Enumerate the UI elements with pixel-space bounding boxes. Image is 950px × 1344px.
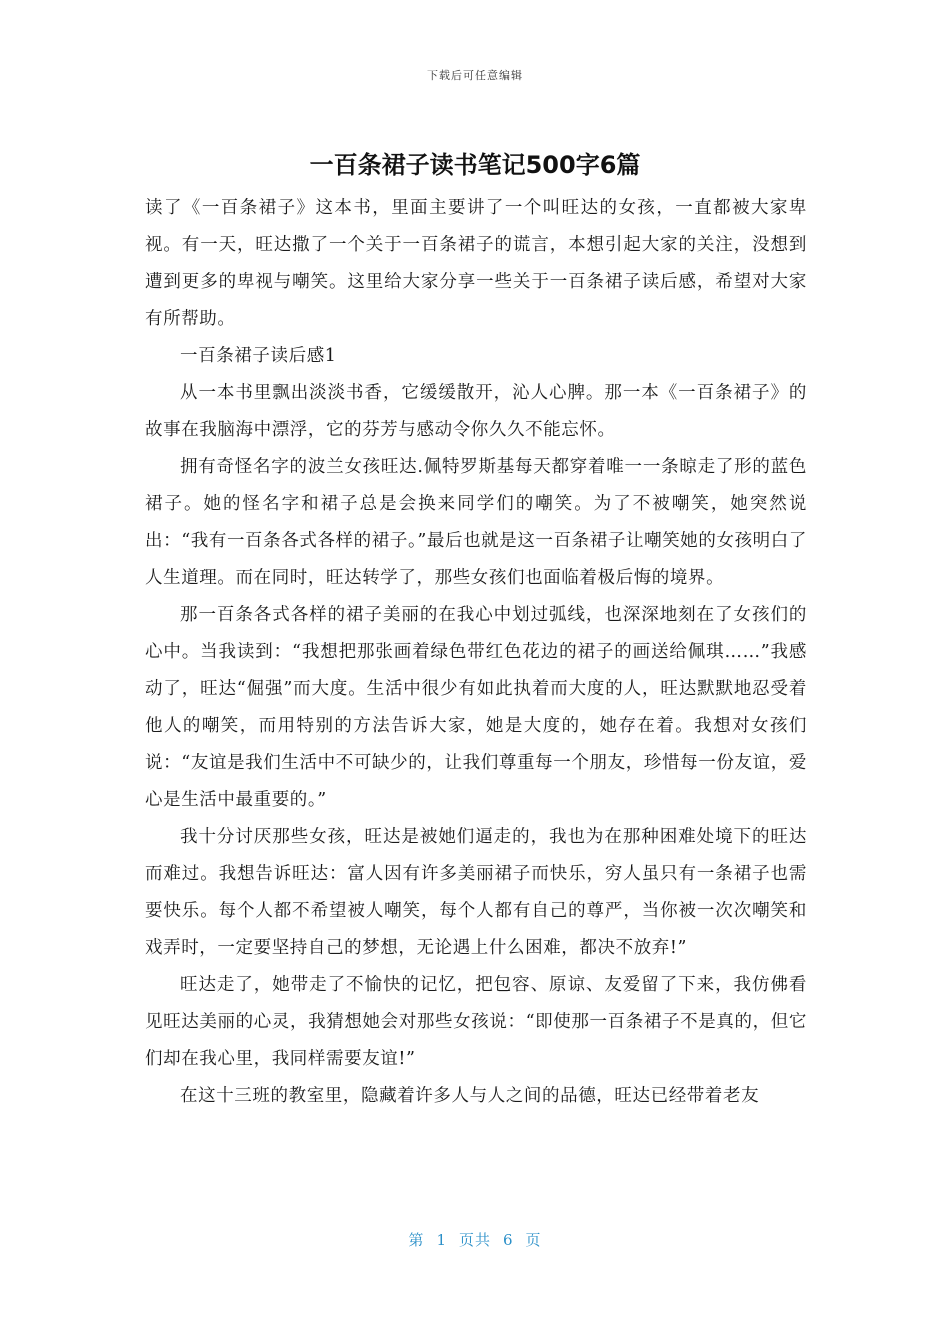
body-paragraph: 从一本书里飘出淡淡书香，它缓缓散开，沁人心脾。那一本《一百条裙子》的故事在我脑海中漂浮，它的芬芳与感动令你久久不能忘怀。 <box>145 383 807 440</box>
body-paragraph: 那一百条各式各样的裙子美丽的在我心中划过弧线，也深深地刻在了女孩们的心中。当我读到：“我想把那张画着绿色带红色花边的裙子的画送给佩琪……”我感动了，旺达“倔强”而大度。生活中很少有如此执着而大度的人，旺达默默地忍受着他人的嘲笑，而用特别的方法告诉大家，她是大度的，她存在着。我想对女孩们说：“友谊是我们生活中不可缺少的，让我们尊重每一个朋友，珍惜每一份友谊，爱心是生活中最重要的。” <box>145 605 807 810</box>
current-page-number: 1 <box>436 1231 447 1249</box>
intro-paragraph: 读了《一百条裙子》这本书，里面主要讲了一个叫旺达的女孩，一直都被大家卑视。有一天，旺达撒了一个关于一百条裙子的谎言，本想引起大家的关注，没想到遭到更多的卑视与嘲笑。这里给大家分享一些关于一百条裙子读后感，希望对大家有所帮助。 <box>145 198 807 329</box>
header-note: 下载后可任意编辑 <box>427 69 523 82</box>
total-pages-number: 6 <box>503 1231 514 1249</box>
page-footer <box>0 1229 950 1250</box>
body-paragraph: 旺达走了，她带走了不愉快的记忆，把包容、原谅、友爱留了下来，我仿佛看见旺达美丽的心灵，我猜想她会对那些女孩说：“即使那一百条裙子不是真的，但它们却在我心里，我同样需要友谊!” <box>145 975 807 1069</box>
page-label-prefix: 第 <box>408 1231 425 1249</box>
body-paragraph: 我十分讨厌那些女孩，旺达是被她们逼走的，我也为在那种困难处境下的旺达而难过。我想告诉旺达：富人因有许多美丽裙子而快乐，穷人虽只有一条裙子也需要快乐。每个人都不希望被人嘲笑，每个人都有自己的尊严，当你被一次次嘲笑和戏弄时，一定要坚持自己的梦想，无论遇上什么困难，都决不放弃!” <box>145 827 807 958</box>
section-heading: 一百条裙子读后感1 <box>180 346 337 366</box>
body-paragraph: 在这十三班的教室里，隐藏着许多人与人之间的品德，旺达已经带着老友 <box>180 1086 760 1106</box>
body-paragraph: 拥有奇怪名字的波兰女孩旺达.佩特罗斯基每天都穿着唯一一条晾走了形的蓝色裙子。她的怪名字和裙子总是会换来同学们的嘲笑。为了不被嘲笑，她突然说出：“我有一百条各式各样的裙子。”最后也就是这一百条裙子让嘲笑她的女孩明白了人生道理。而在同时，旺达转学了，那些女孩们也面临着极后悔的境界。 <box>145 457 807 588</box>
document-title: 一百条裙子读书笔记500字6篇 <box>309 151 641 179</box>
document-body <box>145 190 807 1115</box>
page-label-suffix: 页 <box>525 1231 542 1249</box>
page-label-mid: 页共 <box>458 1231 491 1249</box>
